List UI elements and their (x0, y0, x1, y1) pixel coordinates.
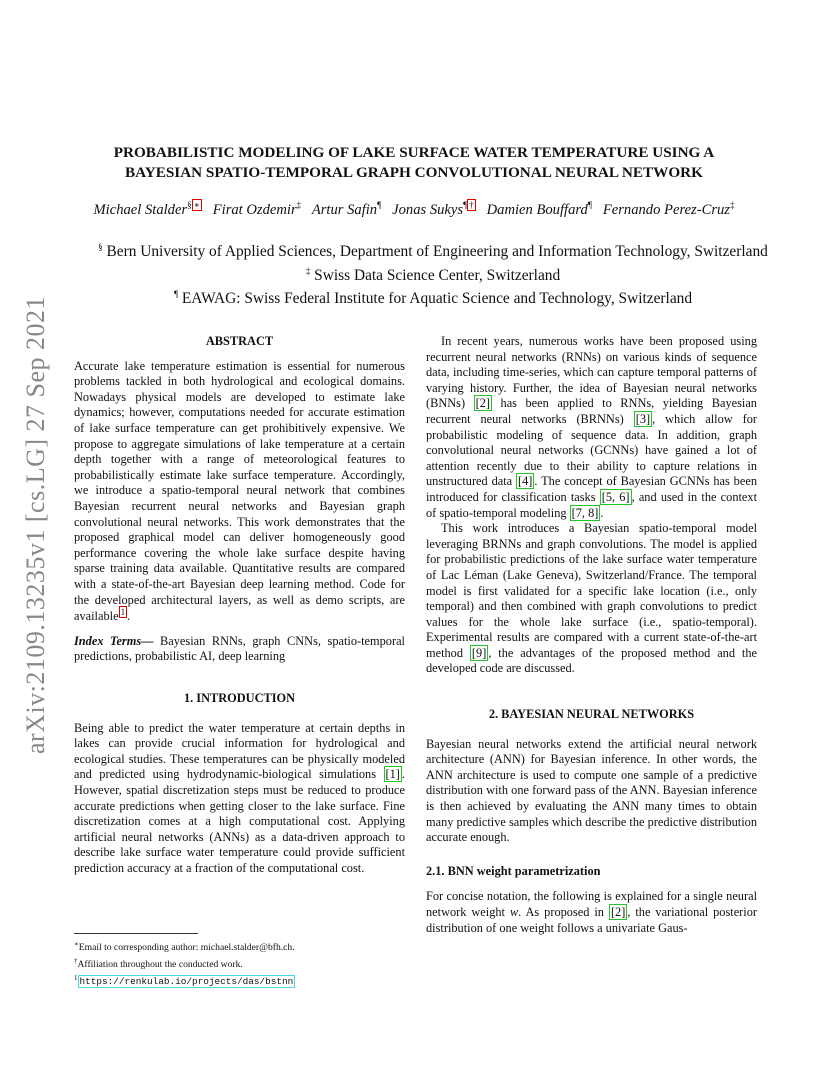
paper-title (74, 143, 754, 183)
author-name: Fernando Perez-Cruz (602, 201, 730, 218)
affiliation-list (40, 238, 826, 309)
author-name: Michael Stalder (93, 201, 188, 218)
author-affil-mark: ‡ (729, 200, 735, 210)
subsection-heading: 2.1. BNN weight parametrization (426, 863, 601, 878)
citation-link[interactable]: [5, 6] (601, 489, 630, 504)
bnn-paragraph: Bayesian neural networks extend the artificial neural network architecture (ANN) for Bayesian inference. In other words, the ANN architecture is used to compute one sample of a predictive distribution with one forward pass of the ANN. Bayesian inference is then achieved by evaluating the ANN many times to obtain many predictive samples which describe the predictive distribution accurate enough. (426, 736, 757, 845)
abstract-heading: ABSTRACT (205, 334, 274, 348)
math-variable: w (509, 905, 519, 919)
left-column (74, 334, 405, 877)
section-heading-bnn: 2. BAYESIAN NEURAL NETWORKS (488, 707, 695, 722)
citation-link[interactable]: [2] (610, 905, 626, 919)
citation-link[interactable]: [7, 8] (571, 505, 599, 520)
author-footnote-link[interactable]: † (469, 200, 474, 210)
author-footnote-link[interactable]: ∗ (193, 200, 200, 210)
affiliation: ‡ Swiss Data Science Center, Switzerland (305, 265, 561, 284)
citation-link[interactable]: [2] (475, 396, 491, 411)
footnote-rule (74, 933, 198, 934)
author-affil-mark: ¶ (377, 200, 382, 210)
intro-paragraph: In recent years, numerous works have been proposed using recurrent neural networks (RNNs) on various kinds of sequence data, including time-series, which can capture temporal patterns of varying history. Further, the idea of Bayesian neural networks (BNNs) [2] has been applied to RNNs, yielding Bayesian recurrent neural networks (BRNNs) [3] , which allow for probabilistic modeling of sequence data. In addition, graph convolutional neural networks (GCNNs) have gained a lot of attention recently due to their ability to capture relations in unstructured data [4] . The concept of Bayesian GCNNs has been introduced for classification tasks [5, 6] , and used in the context of spatio-temporal modeling [7, 8] . (426, 334, 758, 520)
code-url-link[interactable]: https://renkulab.io/projects/das/bstnn (79, 975, 294, 987)
section-heading-introduction: 1. INTRODUCTION (183, 690, 296, 705)
citation-link[interactable]: [4] (518, 474, 533, 489)
index-terms: Index Terms— Bayesian RNNs, graph CNNs, spatio-temporal predictions, probabilistic AI, deep learning (74, 633, 405, 664)
footnote-link[interactable]: 1 (120, 607, 126, 618)
author-affil-mark: § (187, 200, 192, 210)
affiliation: ¶ EAWAG: Swiss Federal Institute for Aquatic Science and Technology, Switzerland (173, 289, 693, 308)
author-affil-mark: ‡ (296, 200, 302, 210)
author-affil-mark: ¶ (463, 200, 468, 210)
intro-paragraph: Being able to predict the water temperature at certain depths in lakes can provide crucial information for hydrological and ecological studies. These temperatures can be physically modeled and predicted using hydrodynamic-biological simulations [1] . However, spatial discretization steps must be reduced to produce accurate predictions when getting closer to the lake surface. Fine discretization comes at a high computational cost. Applying artificial neural networks (ANNs) as a data-driven approach to describe lake surface water temperature could provide sufficient prediction accuracy at a fraction of the computational cost. (74, 720, 405, 875)
citation-link[interactable]: [1] (385, 767, 400, 782)
title-line: BAYESIAN SPATIO-TEMPORAL GRAPH CONVOLUTIONAL NEURAL NETWORK (125, 164, 703, 181)
author-name: Damien Bouffard (486, 201, 588, 218)
arxiv-identifier: arXiv:2109.13235v1 [cs.LG] 27 Sep 2021 (21, 295, 50, 755)
right-column (426, 334, 757, 936)
footnotes (74, 934, 405, 988)
title-line: PROBABILISTIC MODELING OF LAKE SURFACE WATER TEMPERATURE USING A (113, 144, 715, 161)
intro-paragraph: This work introduces a Bayesian spatio-temporal model leveraging BRNNs and graph convolutions. The model is applied for probabilistic predictions of the lake surface water temperature of Lac Léman (Lake Geneva), Switzerland/France. The temporal model is first validated for a specific lake location (i.e., only temporal) and then combined with graph convolutions to predict values for the whole lake surface (i.e., spatio-temporal). Experimental results are compared with a current state-of-the-art method [9] , the advantages of the proposed method and the developed code are discussed. (426, 521, 757, 676)
citation-link[interactable]: [9] (471, 645, 487, 660)
citation-link[interactable]: [3] (635, 411, 651, 426)
footnote: ∗Email to corresponding author: michael.stalder@bfh.ch. (74, 940, 295, 954)
footnote: $^1$ https://renkulab.io/projects/das/bstnn (74, 973, 294, 987)
abstract-text: Accurate lake temperature estimation is essential for numerous problems tackled in both hydrological and ecological domains. Nowadays physical models are developed to estimate lake dynamics; however, computations needed for accurate estimation of lake surface temperature can get prohibitively expensive. We propose to aggregate simulations of lake temperature at a certain depth together with a range of meteorological features to probabilistically estimate lake surface temperature. Accordingly, we introduce a spatio-temporal neural network that combines Bayesian recurrent neural networks and Bayesian graph convolutional neural networks. This work demonstrates that the proposed graphical model can deliver homogeneously good performance covering the whole lake surface despite having sparse training data available. Quantitative results are compared with a state-of-the-art Bayesian deep learning method. Code for the developed architectural layers, as well as demo scripts, are available $^1$ . (74, 358, 405, 624)
author-affil-mark: ¶ (587, 200, 592, 210)
author-list (40, 200, 788, 219)
bnn-paragraph: For concise notation, the following is explained for a single neural network weight w. As proposed in [2] , the variational posterior distribution of one weight follows a univariate Gaus- (426, 889, 757, 935)
author-name: Jonas Sukys (392, 201, 464, 218)
footnote: †Affiliation throughout the conducted work. (74, 956, 243, 970)
affiliation: § Bern University of Applied Sciences, Department of Engineering and Information Technology, Switzerland (98, 242, 768, 261)
author-name: Firat Ozdemir (212, 201, 297, 218)
author-name: Artur Safin (311, 201, 378, 218)
